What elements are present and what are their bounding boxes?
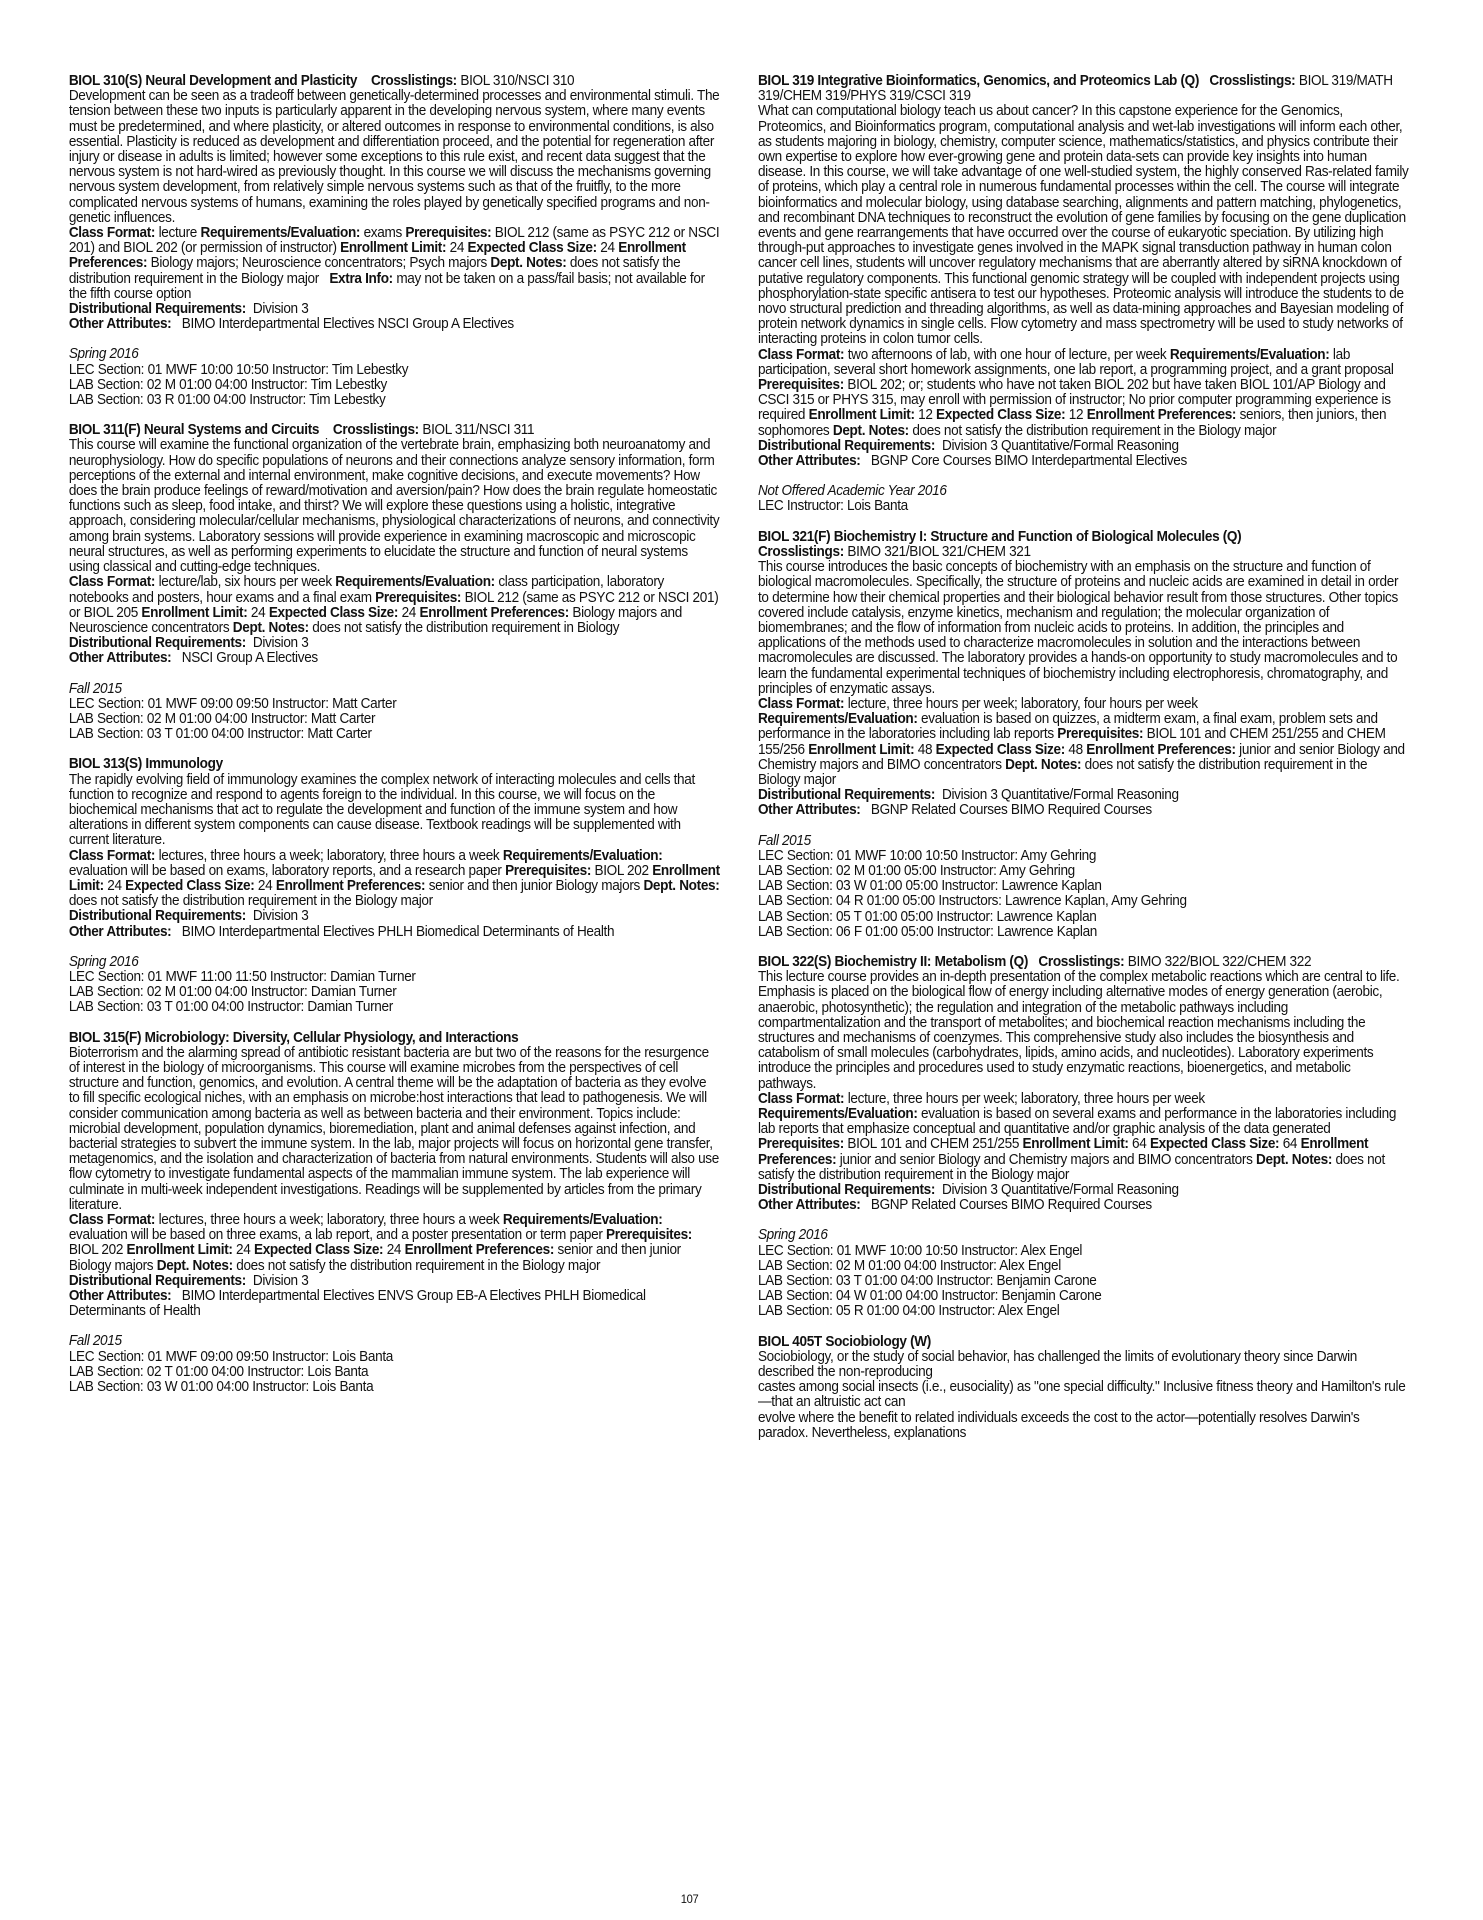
prerequisites-label: Prerequisites:: [1057, 726, 1144, 743]
course-code: BIOL 310(S): [68, 73, 142, 89]
course-title: Microbiology: Diversity, Cellular Physiology, and Interactions: [144, 1029, 519, 1046]
semester: Spring 2016: [757, 1227, 828, 1244]
attributes-value: BIMO Interdepartmental Electives ENVS Group EB-A Electives PHLH Biomedical Determinants of Health: [68, 1288, 646, 1320]
requirements-label: Requirements/Evaluation:: [335, 574, 495, 591]
requirements-value: lab participation, several short homework assignments, one lab report, a programming project, and a grant proposal: [757, 346, 1394, 378]
dept-notes-label: Dept. Notes:: [490, 255, 567, 272]
class-size-value: 12: [1068, 407, 1084, 424]
section-line: LAB Section: 02 T 01:00 04:00 Instructor: Lois Banta: [68, 1363, 369, 1380]
enrollment-limit-value: 24: [236, 1242, 251, 1259]
class-size-label: Expected Class Size:: [935, 741, 1065, 758]
description-line: evolve where the benefit to related individuals exceeds the cost to the actor—potentially resolves Darwin's paradox. Nevertheless, explanations: [757, 1409, 1360, 1441]
distribution-label: Distributional Requirements:: [68, 635, 246, 652]
requirements-value: evaluation is based on quizzes, a midterm exam, a final exam, problem sets and performance in the laboratories including lab reports: [757, 711, 1378, 743]
description-line: castes among social insects (i.e., eusociality) as "one special difficulty." Inclusive fitness theory and Hamilton's rule—that an altruistic act can: [757, 1379, 1406, 1411]
left-column: [69, 74, 720, 1410]
requirements-label: Requirements/Evaluation:: [502, 847, 663, 864]
class-format-value: two afternoons of lab, with one hour of lecture, per week: [847, 346, 1167, 363]
extra-info-value: may not be taken on a pass/fail basis; not available for the fifth course option: [68, 270, 705, 302]
extra-info-label: Extra Info:: [329, 270, 393, 287]
prerequisites-label: Prerequisites:: [757, 377, 844, 394]
prerequisites-value: BIOL 212 (same as PSYC 212 or NSCI 201) or BIOL 205: [68, 589, 719, 621]
dept-notes-label: Dept. Notes:: [1256, 1151, 1333, 1168]
prerequisites-value: BIOL 202; or; students who have not taken BIOL 202 but have taken BIOL 101/AP Biology and CSCI 315 or PHYS 315, may enroll with permission of instructor; No prior computer programming experience is required: [757, 377, 1391, 424]
class-size-label: Expected Class Size:: [467, 240, 597, 257]
course-entry: [69, 757, 720, 1015]
requirements-value: evaluation is based on several exams and performance in the laboratories including lab reports that emphasize conceptual and quantitative and/or graphic analysis of the data generated: [757, 1106, 1397, 1138]
dept-notes-value: does not satisfy the distribution requirement in the Biology major: [68, 893, 433, 910]
enrollment-limit-value: 24: [107, 877, 122, 894]
attributes-value: BIMO Interdepartmental Electives PHLH Biomedical Determinants of Health: [181, 923, 615, 940]
enrollment-limit-label: Enrollment Limit:: [141, 604, 248, 621]
requirements-value: evaluation will be based on exams, laboratory reports, and a research paper: [68, 862, 502, 879]
crosslistings-value: BIOL 310/NSCI 310: [460, 73, 575, 89]
attributes-label: Other Attributes:: [68, 923, 172, 940]
attributes-value: BGNP Related Courses BIMO Required Courses: [870, 802, 1152, 819]
class-size-value: 24: [401, 604, 417, 621]
section-line: LAB Section: 06 F 01:00 05:00 Instructor: Lawrence Kaplan: [757, 923, 1098, 940]
dept-notes-label: Dept. Notes:: [232, 619, 309, 636]
section-line: LAB Section: 03 R 01:00 04:00 Instructor: Tim Lebestky: [68, 392, 386, 409]
distribution-value: Division 3 Quantitative/Formal Reasoning: [942, 437, 1179, 454]
prerequisites-label: Prerequisites:: [405, 225, 492, 242]
course-description: Bioterrorism and the alarming spread of antibiotic resistant bacteria are but two of the reasons for the resurgence of interest in the biology of microorganisms. This course will examine microbes from the perspectives of cell structure and function, genomics, and evolution. A central theme will be the adaptation of bacteria as they evolve to fill specific ecological niches, with an emphasis on microbe:host interactions that lead to pathogenesis. We will consider communication among bacteria as well as between bacteria and their environment. Topics include: microbial development, population dynamics, bioremediation, plant and animal defenses against infection, and bacterial strategies to subvert the immune system. In the lab, major projects will focus on horizontal gene transfer, metagenomics, and the isolation and characterization of bacteria from natural environments. Students will also use flow cytometry to investigate fundamental aspects of the mammalian immune system. The lab experience will culminate in multi-week independent investigations. Readings will be supplemented by articles from the primary literature.: [68, 1044, 719, 1213]
attributes-label: Other Attributes:: [757, 453, 861, 470]
course-code: BIOL 405T: [757, 1333, 822, 1350]
course-title: Integrative Bioinformatics, Genomics, and Proteomics Lab (Q): [817, 73, 1200, 89]
prerequisites-value: BIOL 101 and CHEM 251/255 and CHEM 155/256: [757, 726, 1386, 758]
attributes-label: Other Attributes:: [68, 650, 172, 667]
crosslistings-value: BIOL 319/MATH 319/CHEM 319/PHYS 319/CSCI 319: [757, 73, 1393, 105]
course-description: What can computational biology teach us about cancer? In this capstone experience for the Genomics, Proteomics, and Bioinformatics program, computational analysis and wet-lab investigations will inform each other, as students majoring in biology, chemistry, computer science, mathematics/statistics, and physics contribute their own expertise to explore how ever-growing gene and protein data-sets can provide key insights into human disease. In this course, we will take advantage of one well-studied system, the highly conserved Ras-related family of proteins, which play a central role in numerous fundamental processes within the cell. The course will integrate bioinformatics and molecular biology, using database searching, alignments and pattern matching, phylogenetics, and recombinant DNA techniques to reconstruct the evolution of gene families by focusing on the gene duplication events and gene rearrangements that have occurred over the course of eukaryotic speciation. By utilizing high through-put approaches to investigate genes involved in the MAPK signal transduction pathway in human colon cancer cell lines, students will uncover regulatory mechanisms that are aberrantly altered by siRNA knockdown of putative regulatory components. This functional genomic strategy will be coupled with independent projects using phosphorylation-state specific antisera to test our hypotheses. Proteomic analysis will introduce the students to de novo structural prediction and threading algorithms, as well as data-mining approaches and Bayesian modeling of protein network dynamics in single cells. Flow cytometry and mass spectrometry will be used to study networks of interacting proteins in colon tumor cells.: [757, 103, 1409, 348]
attributes-value: BGNP Related Courses BIMO Required Courses: [870, 1197, 1152, 1214]
crosslistings-label: Crosslistings:: [332, 422, 419, 439]
description-line: Sociobiology, or the study of social behavior, has challenged the limits of evolutionary theory since Darwin described the non-reproducing: [757, 1348, 1358, 1381]
enrollment-pref-value: senior and then junior Biology majors: [68, 1242, 681, 1274]
distribution-label: Distributional Requirements:: [68, 908, 246, 925]
dept-notes-label: Dept. Notes:: [1005, 756, 1082, 773]
course-code: BIOL 315(F): [68, 1029, 142, 1046]
requirements-label: Requirements/Evaluation:: [1169, 346, 1330, 363]
semester: Fall 2015: [68, 680, 122, 697]
section-line: LAB Section: 02 M 01:00 04:00 Instructor: Damian Turner: [68, 984, 397, 1001]
requirements-value: evaluation will be based on three exams, a lab report, and a poster presentation or term paper: [68, 1227, 603, 1244]
section-line: LAB Section: 04 R 01:00 05:00 Instructors: Lawrence Kaplan, Amy Gehring: [757, 893, 1187, 910]
section-line: LAB Section: 03 W 01:00 04:00 Instructor: Lois Banta: [68, 1379, 374, 1396]
course-entry: [758, 530, 1409, 940]
enrollment-limit-value: 12: [918, 407, 933, 424]
enrollment-pref-label: Enrollment Preferences:: [404, 1242, 555, 1259]
attributes-value: NSCI Group A Electives: [181, 650, 318, 667]
enrollment-pref-value: junior and senior Biology and Chemistry majors and BIMO concentrators: [839, 1151, 1253, 1168]
class-size-label: Expected Class Size:: [253, 1242, 384, 1259]
enrollment-pref-value: seniors, then juniors, then sophomores: [757, 407, 1387, 439]
semester: Fall 2015: [68, 1333, 122, 1350]
course-entry: [758, 955, 1409, 1320]
enrollment-pref-value: Biology majors and Neuroscience concentrators: [68, 604, 682, 636]
prerequisites-label: Prerequisites:: [375, 589, 462, 606]
course-description: This course introduces the basic concepts of biochemistry with an emphasis on the structure and function of biological macromolecules. Specifically, the structure of proteins and nucleic acids are examined in detail in order to determine how their chemical properties and their biological behavior result from those structures. Other topics covered include catalysis, enzyme kinetics, mechanism and regulation; the molecular organization of biomembranes; and the flow of information from nucleic acids to proteins. In addition, the principles and applications of the methods used to characterize macromolecules in solution and the interactions between macromolecules are discussed. The laboratory provides a hands-on opportunity to study macromolecules and to learn the fundamental experimental techniques of biochemistry including electrophoresis, chromatography, and principles of enzymatic assays.: [757, 559, 1399, 697]
attributes-label: Other Attributes:: [757, 802, 861, 819]
enrollment-limit-label: Enrollment Limit:: [808, 407, 915, 424]
distribution-value: Division 3: [252, 301, 309, 318]
prerequisites-label: Prerequisites:: [606, 1227, 692, 1244]
class-size-value: 24: [257, 877, 273, 894]
course-title: Sociobiology (W): [825, 1333, 931, 1350]
course-code: BIOL 313(S): [68, 756, 142, 773]
semester: Spring 2016: [68, 346, 139, 363]
class-size-value: 64: [1282, 1136, 1298, 1153]
class-format-value: lecture: [158, 225, 198, 242]
enrollment-pref-value: Biology majors; Neuroscience concentrators; Psych majors: [150, 255, 487, 272]
crosslistings-label: Crosslistings:: [370, 73, 457, 89]
distribution-value: Division 3 Quantitative/Formal Reasoning: [942, 1182, 1179, 1199]
course-description: This course will examine the functional organization of the vertebrate brain, emphasizing both neuroanatomy and neurophysiology. How do specific populations of neurons and their connections analyze sensory information, form perceptions of the external and internal environment, make cognitive decisions, and execute movements? How does the brain produce feelings of reward/motivation and aversion/pain? How does the brain regulate homeostatic functions such as sleep, food intake, and thirst? We will explore these questions using a holistic, integrative approach, considering molecular/cellular mechanisms, physiological characterizations of neurons, and connectivity among brain systems. Laboratory sessions will provide experience in examining macroscopic and microscopic neural structures, as well as performing experiments to elucidate the structure and function of neural systems using classical and cutting-edge techniques.: [68, 437, 720, 576]
class-format-value: lectures, three hours a week; laboratory, three hours a week: [158, 847, 500, 864]
requirements-value: exams: [363, 225, 402, 242]
class-format-label: Class Format:: [757, 346, 845, 363]
prerequisites-value: BIOL 202: [68, 1242, 124, 1259]
crosslistings-value: BIMO 322/BIOL 322/CHEM 322: [1127, 953, 1312, 970]
section-line: LEC Section: 01 MWF 11:00 11:50 Instructor: Damian Turner: [68, 968, 416, 985]
section-line: LAB Section: 04 W 01:00 04:00 Instructor: Benjamin Carone: [757, 1288, 1102, 1305]
enrollment-pref-label: Enrollment Preferences:: [757, 1136, 1369, 1168]
section-line: LAB Section: 03 W 01:00 05:00 Instructor: Lawrence Kaplan: [757, 878, 1102, 895]
prerequisites-label: Prerequisites:: [505, 862, 592, 879]
distribution-value: Division 3: [252, 635, 309, 652]
distribution-label: Distributional Requirements:: [757, 1182, 936, 1199]
requirements-label: Requirements/Evaluation:: [757, 711, 918, 728]
course-entry: [69, 1031, 720, 1396]
enrollment-limit-label: Enrollment Limit:: [68, 862, 720, 894]
class-size-label: Expected Class Size:: [936, 407, 1066, 424]
prerequisites-value: BIOL 101 and CHEM 251/255: [847, 1136, 1020, 1153]
requirements-label: Requirements/Evaluation:: [757, 1106, 918, 1122]
course-title: Biochemistry II: Metabolism (Q): [834, 953, 1029, 970]
section-line: LAB Section: 02 M 01:00 04:00 Instructor: Matt Carter: [68, 710, 376, 727]
crosslistings-label: Crosslistings:: [757, 543, 844, 560]
crosslistings-label: Crosslistings:: [1209, 73, 1296, 89]
enrollment-pref-label: Enrollment Preferences:: [419, 604, 569, 621]
requirements-label: Requirements/Evaluation:: [200, 225, 361, 242]
class-size-value: 24: [386, 1242, 402, 1259]
semester: Not Offered Academic Year 2016: [757, 483, 947, 500]
course-title: Neural Systems and Circuits: [143, 422, 320, 439]
distribution-value: Division 3 Quantitative/Formal Reasoning: [942, 787, 1179, 804]
prerequisites-value: BIOL 212 (same as PSYC 212 or NSCI 201) and BIOL 202 (or permission of instructor): [68, 225, 720, 257]
course-entry: [758, 1335, 1409, 1441]
class-size-value: 48: [1068, 741, 1083, 758]
section-line: LEC Section: 01 MWF 09:00 09:50 Instructor: Matt Carter: [68, 695, 397, 712]
prerequisites-value: BIOL 202: [594, 862, 649, 879]
enrollment-pref-value: senior and then junior Biology majors: [428, 877, 640, 894]
enrollment-limit-label: Enrollment Limit:: [1022, 1136, 1129, 1153]
class-format-label: Class Format:: [68, 225, 156, 242]
distribution-value: Division 3: [252, 908, 309, 925]
section-line: LEC Section: 01 MWF 10:00 10:50 Instructor: Amy Gehring: [757, 847, 1097, 864]
course-entry: [69, 423, 720, 742]
enrollment-pref-label: Enrollment Preferences:: [275, 877, 426, 894]
section-line: LAB Section: 03 T 01:00 04:00 Instructor: Matt Carter: [68, 726, 372, 743]
enrollment-pref-value: junior and senior Biology and Chemistry majors and BIMO concentrators: [757, 741, 1405, 773]
attributes-label: Other Attributes:: [757, 1197, 861, 1214]
attributes-label: Other Attributes:: [68, 1288, 172, 1305]
course-code: BIOL 322(S): [757, 953, 832, 970]
course-title: Biochemistry I: Structure and Function of Biological Molecules (Q): [833, 528, 1242, 545]
class-format-value: lecture, three hours per week; laboratory, three hours per week: [847, 1090, 1205, 1107]
enrollment-limit-value: 24: [449, 240, 465, 257]
section-line: LEC Section: 01 MWF 10:00 10:50 Instructor: Alex Engel: [757, 1242, 1083, 1259]
dept-notes-value: does not satisfy the distribution requirement in the Biology major: [757, 756, 1368, 788]
dept-notes-value: does not satisfy the distribution requirement in the Biology major: [757, 1151, 1385, 1183]
attributes-value: BGNP Core Courses BIMO Interdepartmental Electives: [870, 453, 1187, 470]
course-description: Development can be seen as a tradeoff between genetically-determined processes and environmental stimuli. The tension between these two inputs is particularly apparent in the developing nervous system, where many events must be predetermined, and where plasticity, or altered outcomes in response to environmental conditions, is also essential. Plasticity is reduced as development and differentiation proceed, and the potential for regeneration after injury or disease in adults is limited; however some exceptions to this rule exist, and recent data suggest that the nervous system is not hard-wired as previously thought. In this course we will discuss the mechanisms governing nervous system development, from relatively simple nervous systems such as that of the fruitfly, to the more complicated nervous systems of humans, examining the roles played by genetically specified programs and non-genetic influences.: [68, 88, 720, 226]
section-line: LEC Section: 01 MWF 10:00 10:50 Instructor: Tim Lebestky: [68, 361, 409, 378]
page-number: 107: [680, 1892, 699, 1906]
enrollment-limit-value: 24: [250, 604, 266, 621]
class-format-value: lecture, three hours per week; laboratory, four hours per week: [847, 695, 1198, 712]
attributes-label: Other Attributes:: [68, 316, 172, 333]
class-size-value: 24: [600, 240, 615, 257]
course-title: Neural Development and Plasticity: [145, 73, 358, 89]
dept-notes-label: Dept. Notes:: [643, 877, 720, 894]
enrollment-limit-label: Enrollment Limit:: [808, 741, 915, 758]
class-size-label: Expected Class Size:: [1149, 1136, 1280, 1153]
dept-notes-value: does not satisfy the distribution requirement in the Biology major: [912, 422, 1277, 439]
class-format-label: Class Format:: [757, 1090, 845, 1107]
class-format-value: lectures, three hours a week; laboratory, three hours a week: [158, 1212, 500, 1229]
course-description: The rapidly evolving field of immunology examines the complex network of interacting molecules and cells that function to recognize and respond to agents foreign to the individual. In this course, we will focus on the biochemical mechanisms that act to regulate the development and function of the immune system and how alterations in different system components can cause disease. Textbook readings will be supplemented with current literature.: [68, 771, 695, 849]
dept-notes-value: does not satisfy the distribution requirement in the Biology major: [68, 255, 681, 287]
enrollment-pref-label: Enrollment Preferences:: [1086, 741, 1236, 758]
class-format-label: Class Format:: [68, 847, 156, 864]
course-title: Immunology: [145, 756, 223, 773]
course-code: BIOL 319: [757, 73, 814, 89]
course-code: BIOL 321(F): [757, 528, 831, 545]
enrollment-pref-label: Enrollment Preferences:: [1086, 407, 1237, 424]
section-line: LAB Section: 03 T 01:00 04:00 Instructor: Benjamin Carone: [757, 1273, 1097, 1290]
enrollment-limit-value: 48: [917, 741, 933, 758]
section-line: LAB Section: 03 T 01:00 04:00 Instructor: Damian Turner: [68, 999, 393, 1016]
dept-notes-label: Dept. Notes:: [156, 1257, 233, 1274]
section-line: LAB Section: 05 T 01:00 05:00 Instructor: Lawrence Kaplan: [757, 908, 1097, 925]
section-line: LAB Section: 02 M 01:00 05:00 Instructor: Amy Gehring: [757, 862, 1075, 879]
dept-notes-value: does not satisfy the distribution requirement in the Biology major: [236, 1257, 601, 1274]
requirements-label: Requirements/Evaluation:: [502, 1212, 663, 1229]
distribution-label: Distributional Requirements:: [68, 301, 246, 318]
dept-notes-label: Dept. Notes:: [832, 422, 909, 439]
class-format-label: Class Format:: [757, 695, 845, 712]
distribution-label: Distributional Requirements:: [757, 437, 936, 454]
class-format-label: Class Format:: [68, 574, 156, 591]
course-entry: [69, 74, 720, 408]
class-size-label: Expected Class Size:: [268, 604, 399, 621]
section-line: LAB Section: 02 M 01:00 04:00 Instructor: Alex Engel: [757, 1257, 1061, 1274]
section-line: LEC Section: 01 MWF 09:00 09:50 Instructor: Lois Banta: [68, 1348, 393, 1365]
semester: Spring 2016: [68, 953, 139, 970]
crosslistings-label: Crosslistings:: [1038, 953, 1125, 970]
section-line: LAB Section: 05 R 01:00 04:00 Instructor: Alex Engel: [757, 1303, 1060, 1320]
course-code: BIOL 311(F): [68, 422, 141, 439]
distribution-label: Distributional Requirements:: [68, 1272, 246, 1289]
dept-notes-value: does not satisfy the distribution requirement in Biology: [312, 619, 620, 636]
semester: Fall 2015: [757, 832, 811, 849]
distribution-value: Division 3: [252, 1272, 309, 1289]
prerequisites-label: Prerequisites:: [757, 1136, 844, 1153]
crosslistings-value: BIOL 311/NSCI 311: [422, 422, 535, 439]
distribution-label: Distributional Requirements:: [757, 787, 936, 804]
class-format-label: Class Format:: [68, 1212, 156, 1229]
requirements-value: class participation, laboratory notebooks and posters, hour exams and a final exam: [68, 574, 665, 606]
right-column: [758, 74, 1409, 1456]
attributes-value: BIMO Interdepartmental Electives NSCI Group A Electives: [181, 316, 514, 333]
enrollment-limit-label: Enrollment Limit:: [126, 1242, 233, 1259]
enrollment-limit-label: Enrollment Limit:: [340, 240, 447, 257]
section-line: LEC Instructor: Lois Banta: [757, 498, 908, 515]
section-line: LAB Section: 02 M 01:00 04:00 Instructor: Tim Lebestky: [68, 376, 387, 393]
class-size-label: Expected Class Size:: [125, 877, 255, 894]
course-entry: [758, 74, 1409, 515]
class-format-value: lecture/lab, six hours per week: [158, 574, 332, 591]
crosslistings-value: BIMO 321/BIOL 321/CHEM 321: [847, 543, 1031, 560]
course-description: This lecture course provides an in-depth presentation of the complex metabolic reactions which are central to life. Emphasis is placed on the biological flow of energy including alternative modes of energy generation (aerobic, anaerobic, photosynthetic); the regulation and integration of the metabolic pathways including compartmentalization and the transport of metabolites; and biochemical reaction mechanisms including the structures and mechanisms of coenzymes. This comprehensive study also includes the biosynthesis and catabolism of small molecules (carbohydrates, lipids, amino acids, and nucleotides). Laboratory experiments introduce the principles and procedures used to study enzymatic reactions, bioenergetics, and metabolic pathways.: [757, 969, 1400, 1092]
enrollment-pref-label: Enrollment Preferences:: [68, 240, 686, 272]
enrollment-limit-value: 64: [1132, 1136, 1147, 1153]
